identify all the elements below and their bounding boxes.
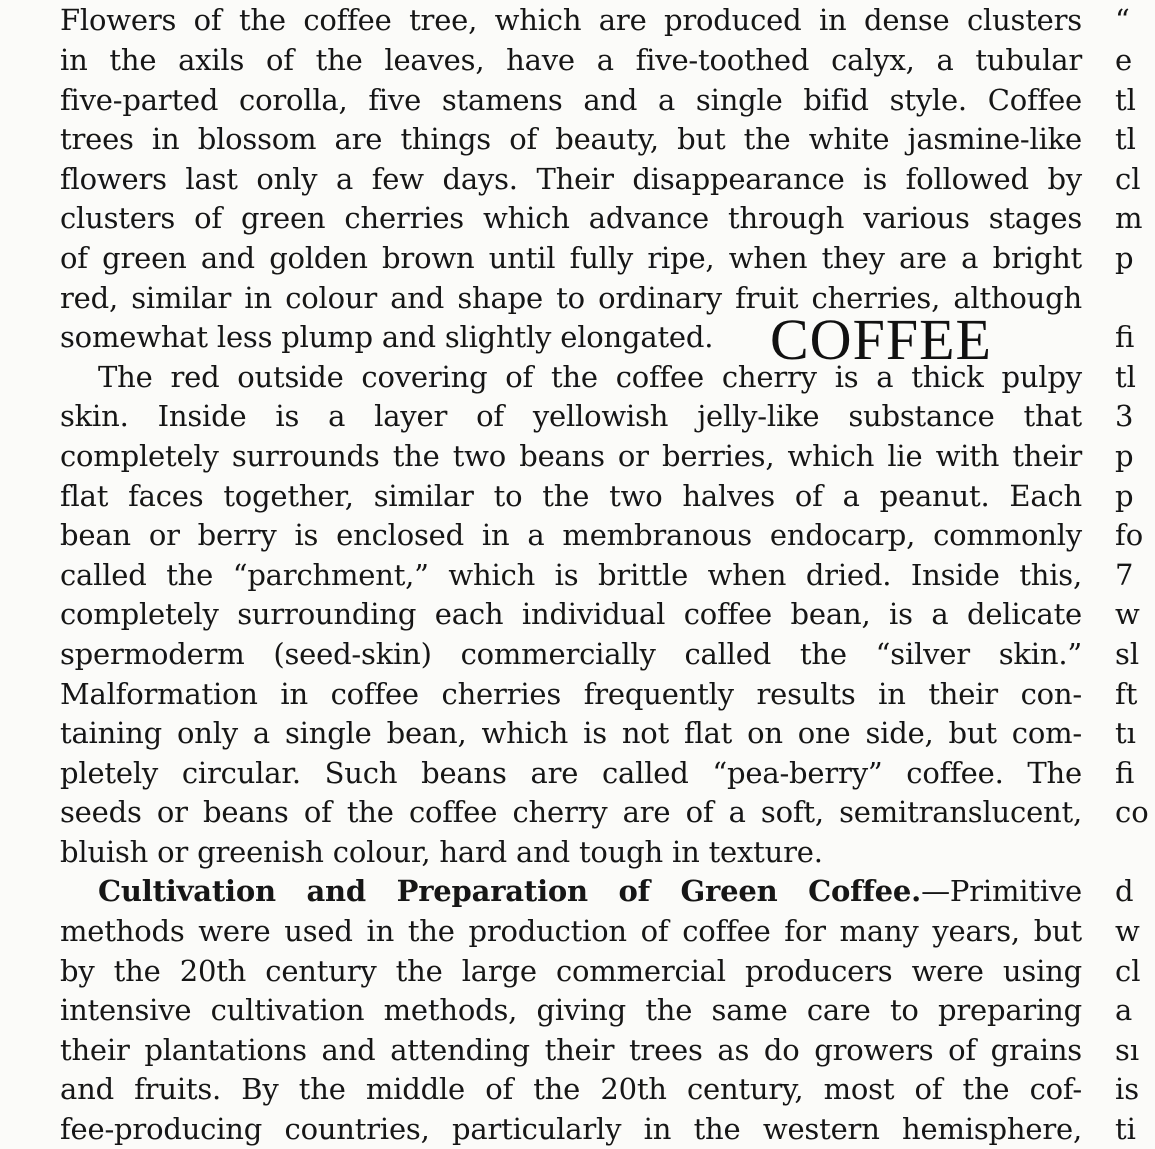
text-line: of green and golden brown until fully ripe, when they are a bright bbox=[60, 241, 1082, 275]
column-fragment: sl bbox=[1115, 637, 1140, 671]
text-line: —Primitive bbox=[921, 874, 1082, 908]
column-fragment: cl bbox=[1115, 954, 1141, 988]
text-line: pletely circular. Such beans are called “pea-berry” coffee. The bbox=[60, 756, 1082, 790]
column-fragment: ti bbox=[1115, 1112, 1136, 1146]
column-fragment: tl bbox=[1115, 83, 1136, 117]
text-line: five-parted corolla, five stamens and a single bifid style. Coffee bbox=[60, 83, 1082, 117]
column-fragment: fi bbox=[1115, 756, 1135, 790]
text-line: bluish or greenish colour, hard and tough in texture. bbox=[60, 835, 823, 869]
column-fragment: co bbox=[1115, 795, 1149, 829]
column-fragment: fo bbox=[1115, 518, 1144, 552]
column-fragment: cl bbox=[1115, 162, 1141, 196]
text-line: methods were used in the production of coffee for many years, but bbox=[60, 914, 1082, 948]
column-fragment: ft bbox=[1115, 677, 1138, 711]
text-line: skin. Inside is a layer of yellowish jelly-like substance that bbox=[60, 399, 1082, 433]
text-line: The red outside covering of the coffee cherry is a thick pulpy bbox=[98, 360, 1082, 394]
column-fragment: d bbox=[1115, 874, 1134, 908]
text-line: their plantations and attending their trees as do growers of grains bbox=[60, 1033, 1082, 1067]
column-fragment: fi bbox=[1115, 320, 1135, 354]
text-line: completely surrounds the two beans or berries, which lie with their bbox=[60, 439, 1082, 473]
running-title: COFFEE bbox=[770, 307, 992, 372]
column-fragment: p bbox=[1115, 439, 1134, 473]
text-line: fee-producing countries, particularly in the western hemisphere, bbox=[60, 1112, 1082, 1146]
text-line: flowers last only a few days. Their disappearance is followed by bbox=[60, 162, 1082, 196]
column-fragment: “ bbox=[1115, 3, 1130, 37]
column-fragment: sı bbox=[1115, 1033, 1140, 1067]
column-fragment: w bbox=[1115, 597, 1140, 631]
text-line: spermoderm (seed-skin) commercially called the “silver skin.” bbox=[60, 637, 1082, 671]
text-line: in the axils of the leaves, have a five-toothed calyx, a tubular bbox=[60, 43, 1082, 77]
column-fragment: tl bbox=[1115, 360, 1136, 394]
column-fragment: w bbox=[1115, 914, 1140, 948]
column-fragment: tı bbox=[1115, 716, 1136, 750]
text-line: somewhat less plump and slightly elongated. bbox=[60, 320, 714, 354]
text-line: completely surrounding each individual coffee bean, is a delicate bbox=[60, 597, 1082, 631]
text-line: by the 20th century the large commercial producers were using bbox=[60, 954, 1082, 988]
text-line: red, similar in colour and shape to ordinary fruit cherries, although bbox=[60, 281, 1082, 315]
text-line: intensive cultivation methods, giving the same care to preparing bbox=[60, 993, 1082, 1027]
column-fragment: tl bbox=[1115, 122, 1136, 156]
column-fragment: is bbox=[1115, 1072, 1140, 1106]
column-fragment: a bbox=[1115, 993, 1133, 1027]
text-line: and fruits. By the middle of the 20th century, most of the cof- bbox=[60, 1072, 1082, 1106]
text-line: flat faces together, similar to the two halves of a peanut. Each bbox=[60, 479, 1082, 513]
text-line: bean or berry is enclosed in a membranous endocarp, commonly bbox=[60, 518, 1082, 552]
text-line: taining only a single bean, which is not flat on one side, but com- bbox=[60, 716, 1082, 750]
text-line: called the “parchment,” which is brittle when dried. Inside this, bbox=[60, 558, 1082, 592]
section-heading: Cultivation and Preparation of Green Coffee. bbox=[98, 874, 922, 908]
column-fragment: e bbox=[1115, 43, 1133, 77]
text-line: Flowers of the coffee tree, which are produced in dense clusters bbox=[60, 3, 1082, 37]
column-fragment: p bbox=[1115, 241, 1134, 275]
column-fragment: 3 bbox=[1115, 399, 1134, 433]
text-line: Malformation in coffee cherries frequently results in their con- bbox=[60, 677, 1082, 711]
text-line: trees in blossom are things of beauty, but the white jasmine-like bbox=[60, 122, 1082, 156]
column-fragment: m bbox=[1115, 201, 1143, 235]
text-line: seeds or beans of the coffee cherry are of a soft, semitranslucent, bbox=[60, 795, 1082, 829]
column-fragment: p bbox=[1115, 479, 1134, 513]
column-fragment: 7 bbox=[1115, 558, 1134, 592]
section-heading-line bbox=[60, 871, 1082, 911]
text-line: clusters of green cherries which advance through various stages bbox=[60, 201, 1082, 235]
